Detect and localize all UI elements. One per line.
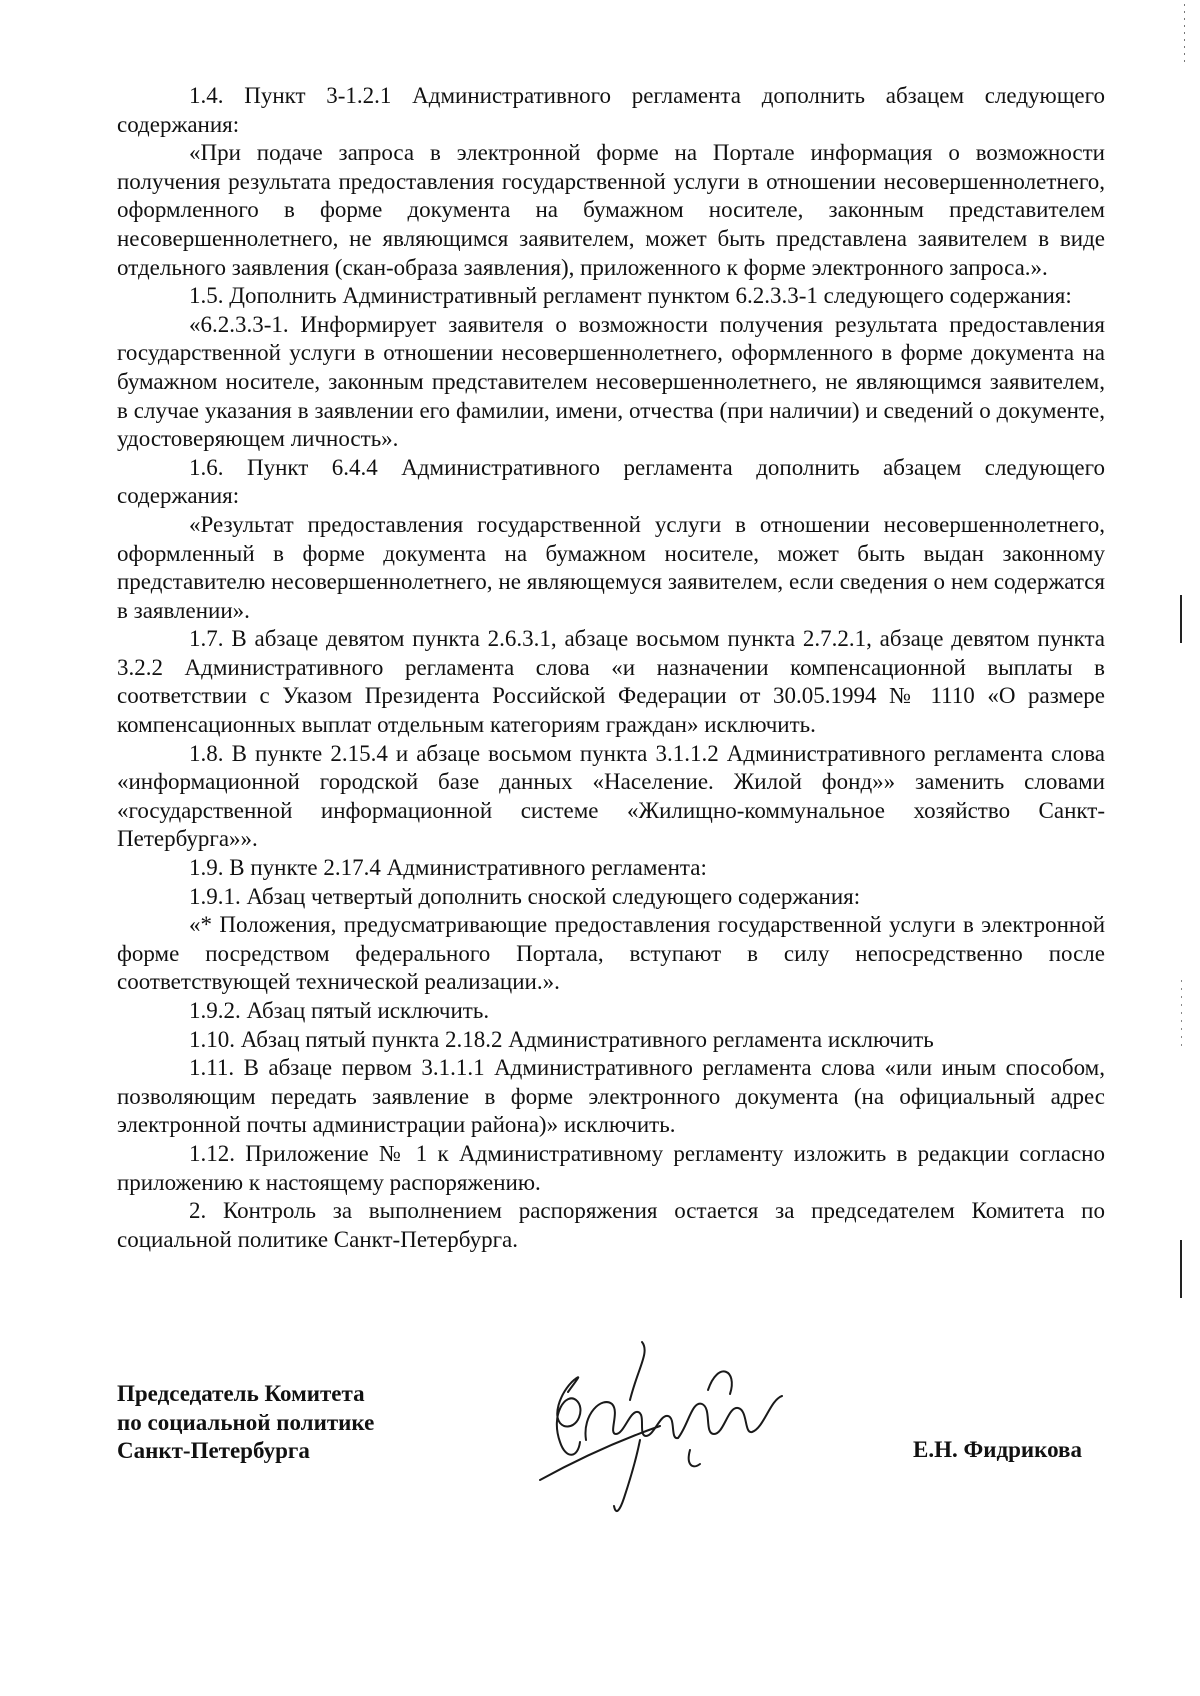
position-line: Санкт-Петербурга [117, 1438, 310, 1463]
scan-artifact-line [1180, 595, 1182, 643]
position-line: Председатель Комитета [117, 1381, 365, 1406]
signatory-position [117, 1380, 374, 1466]
paragraph-1-8: 1.8. В пункте 2.15.4 и абзаце восьмом пункта 3.1.1.2 Административного регламента слова «информационной городской базе данных «Население. Жилой фонд»» заменить словами «государственной информационной системе «Жилищно-коммунальное хозяйство Санкт-Петербурга»». [117, 740, 1105, 852]
paragraph-1-4: 1.4. Пункт 3-1.2.1 Административного регламента дополнить абзацем следующего содержания: [117, 83, 1105, 137]
scan-artifact-dots [1184, 4, 1185, 64]
paragraph-1-4-quote: «При подаче запроса в электронной форме на Портале информация о возможности получения результата предоставления государственной услуги в отношении несовершеннолетнего, оформленного в форме документа на бумажном носителе, законным представителем несовершеннолетнего, не являющимся заявителем, может быть представлена заявителем в виде отдельного заявления (скан-образа заявления), приложенного к форме электронного запроса.». [117, 140, 1105, 280]
paragraph-2: 2. Контроль за выполнением распоряжения остается за председателем Комитета по социальной политике Санкт-Петербурга. [117, 1198, 1105, 1252]
document-body [117, 82, 1105, 1254]
paragraph-1-10: 1.10. Абзац пятый пункта 2.18.2 Административного регламента исключить [189, 1026, 934, 1052]
paragraph-1-5-quote: «6.2.3.3-1. Информирует заявителя о возможности получения результата предоставления государственной услуги в отношении несовершеннолетнего, оформленного в форме документа на бумажном носителе, законным представителем несовершеннолетнего, не являющимся заявителем, в случае указания в заявлении его фамилии, имени, отчества (при наличии) и сведений о документе, удостоверяющем личность». [117, 311, 1105, 452]
paragraph-1-9-2: 1.9.2. Абзац пятый исключить. [189, 998, 490, 1023]
paragraph-1-12: 1.12. Приложение № 1 к Административному регламенту изложить в редакции согласно приложению к настоящему распоряжению. [117, 1140, 1105, 1195]
paragraph-1-9-1: 1.9.1. Абзац четвертый дополнить сноской следующего содержания: [189, 883, 861, 909]
paragraph-1-7: 1.7. В абзаце девятом пункта 2.6.3.1, абзаце восьмом пункта 2.7.2.1, абзаце девятом пункта 3.2.2 Административного регламента слова «и назначении компенсационной выплаты в соответствии с Указом Президента Российской Федерации от 30.05.1994 № 1110 «О размере компенсационных выплат отдельным категориям граждан» исключить. [117, 626, 1105, 738]
signatory-name: Е.Н. Фидрикова [913, 1437, 1082, 1462]
paragraph-1-11: 1.11. В абзаце первом 3.1.1.1 Административного регламента слова «или иным способом, позволяющим передать заявление в форме электронного документа (на официальный адрес электронной почты администрации района)» исключить. [117, 1055, 1105, 1138]
paragraph-1-9: 1.9. В пункте 2.17.4 Административного регламента: [189, 855, 707, 881]
paragraph-1-6-quote: «Результат предоставления государственной услуги в отношении несовершеннолетнего, оформленный в форме документа на бумажном носителе, может быть выдан законному представителю несовершеннолетнего, не являющемуся заявителем, если сведения о нем содержатся в заявлении». [117, 511, 1105, 623]
position-line: по социальной политике [117, 1409, 375, 1435]
scan-artifact-dots [1181, 980, 1182, 1050]
handwritten-signature [520, 1330, 840, 1520]
paragraph-1-6: 1.6. Пункт 6.4.4 Административного регламента дополнить абзацем следующего содержания: [117, 454, 1105, 509]
scan-artifact-line [1180, 1240, 1182, 1298]
paragraph-1-9-1-quote: «* Положения, предусматривающие предоставления государственной услуги в электронной форме посредством федерального Портала, вступают в силу непосредственно после соответствующей технической реализации.». [117, 912, 1105, 995]
paragraph-1-5: 1.5. Дополнить Административный регламент пунктом 6.2.3.3-1 следующего содержания: [189, 283, 1072, 309]
